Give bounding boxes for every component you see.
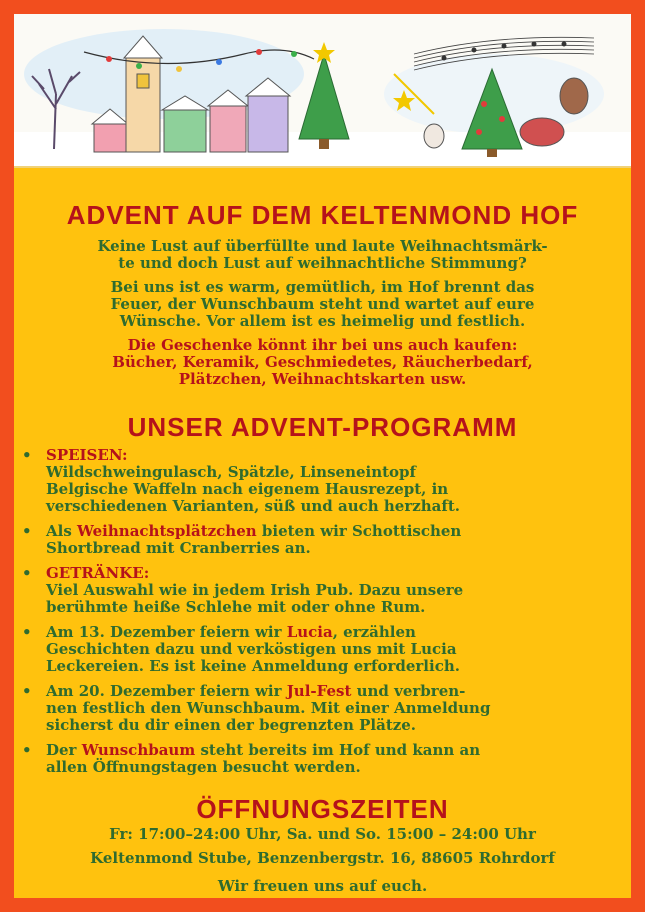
gifts-line-3: Plätzchen, Weihnachtskarten usw. xyxy=(178,370,467,388)
cookies-highlight: Weihnachtsplätzchen xyxy=(77,522,257,540)
intro-line-1: Keine Lust auf überfüllte und laute Weihnachtsmärk- xyxy=(97,237,548,255)
opening-hours-text: Fr: 17:00–24:00 Uhr, Sa. und So. 15:00 – 24:00 Uhr xyxy=(109,825,536,843)
list-item xyxy=(22,447,627,515)
list-item xyxy=(22,624,627,675)
julfest-line-2: nen festlich den Wunschbaum. Mit einer Anmeldung xyxy=(46,699,491,717)
poster-panel xyxy=(14,14,631,898)
bullet-icon: • xyxy=(22,741,32,759)
drinks-line-2: berühmte heiße Schlehe mit oder ohne Rum. xyxy=(46,598,426,616)
poster-content xyxy=(14,166,631,898)
drinks-heading: GETRÄNKE: xyxy=(46,564,150,582)
lucia-post: , erzählen xyxy=(332,623,416,641)
lucia-line-3: Leckereien. Es ist keine Anmeldung erforderlich. xyxy=(46,657,460,675)
julfest-line-3: sicherst du dir einen der begrenzten Plätze. xyxy=(46,716,417,734)
header-illustration xyxy=(14,14,631,168)
wishtree-pre: Der xyxy=(46,741,82,759)
drinks-line-1: Viel Auswahl wie in jedem Irish Pub. Dazu unsere xyxy=(46,581,464,599)
intro-p2-line-2: Feuer, der Wunschbaum steht und wartet auf eure xyxy=(110,295,535,313)
list-item xyxy=(22,523,627,557)
main-title: ADVENT AUF DEM KELTENMOND HOF xyxy=(66,200,579,230)
intro-line-2: te und doch Lust auf weihnachtliche Stimmung? xyxy=(118,254,527,272)
bullet-icon: • xyxy=(22,564,32,582)
wishtree-line-2: allen Öffnungstagen besucht werden. xyxy=(46,758,361,776)
list-item xyxy=(22,683,627,734)
cookies-pre: Als xyxy=(46,522,78,540)
bullet-icon: • xyxy=(22,446,32,464)
julfest-post: und verbren- xyxy=(351,682,466,700)
bullet-icon: • xyxy=(22,623,32,641)
program-title: UNSER ADVENT-PROGRAMM xyxy=(127,412,518,442)
closing-text: Wir freuen uns auf euch. xyxy=(217,877,428,895)
cookies-line-2: Shortbread mit Cranberries an. xyxy=(46,539,311,557)
lucia-pre: Am 13. Dezember feiern wir xyxy=(46,623,287,641)
food-line-2: Belgische Waffeln nach eigenem Hausrezept, in xyxy=(46,480,449,498)
bullet-icon: • xyxy=(22,682,32,700)
intro-p2-line-3: Wünsche. Vor allem ist es heimelig und festlich. xyxy=(119,312,526,330)
lucia-line-2: Geschichten dazu und verköstigen uns mit Lucia xyxy=(46,640,457,658)
wishtree-line-1 xyxy=(46,742,627,759)
wishtree-highlight: Wunschbaum xyxy=(81,741,196,759)
food-heading: SPEISEN: xyxy=(46,446,128,464)
gifts-line-1: Die Geschenke könnt ihr bei uns auch kaufen: xyxy=(127,336,518,354)
program-list xyxy=(22,447,627,784)
julfest-highlight: Jul-Fest xyxy=(286,682,352,700)
food-line-3: verschiedenen Varianten, süß und auch herzhaft. xyxy=(46,497,461,515)
food-line-1: Wildschweingulasch, Spätzle, Linseneintopf xyxy=(46,463,416,481)
lucia-highlight: Lucia xyxy=(286,623,333,641)
christmas-village-illustration xyxy=(14,14,631,166)
list-item xyxy=(22,742,627,776)
wishtree-post: steht bereits im Hof und kann an xyxy=(195,741,481,759)
julfest-line-1 xyxy=(46,683,627,700)
julfest-pre: Am 20. Dezember feiern wir xyxy=(46,682,287,700)
address-text: Keltenmond Stube, Benzenbergstr. 16, 88605 Rohrdorf xyxy=(90,849,555,867)
cookies-post: bieten wir Schottischen xyxy=(256,522,462,540)
intro-p2-line-1: Bei uns ist es warm, gemütlich, im Hof brennt das xyxy=(110,278,535,296)
lucia-line-1 xyxy=(46,624,627,641)
list-item xyxy=(22,565,627,616)
gifts-line-2: Bücher, Keramik, Geschmiedetes, Räucherbedarf, xyxy=(112,353,533,371)
cookies-line-1 xyxy=(46,523,627,540)
opening-hours-title: ÖFFNUNGSZEITEN xyxy=(196,794,449,824)
bullet-icon: • xyxy=(22,522,32,540)
